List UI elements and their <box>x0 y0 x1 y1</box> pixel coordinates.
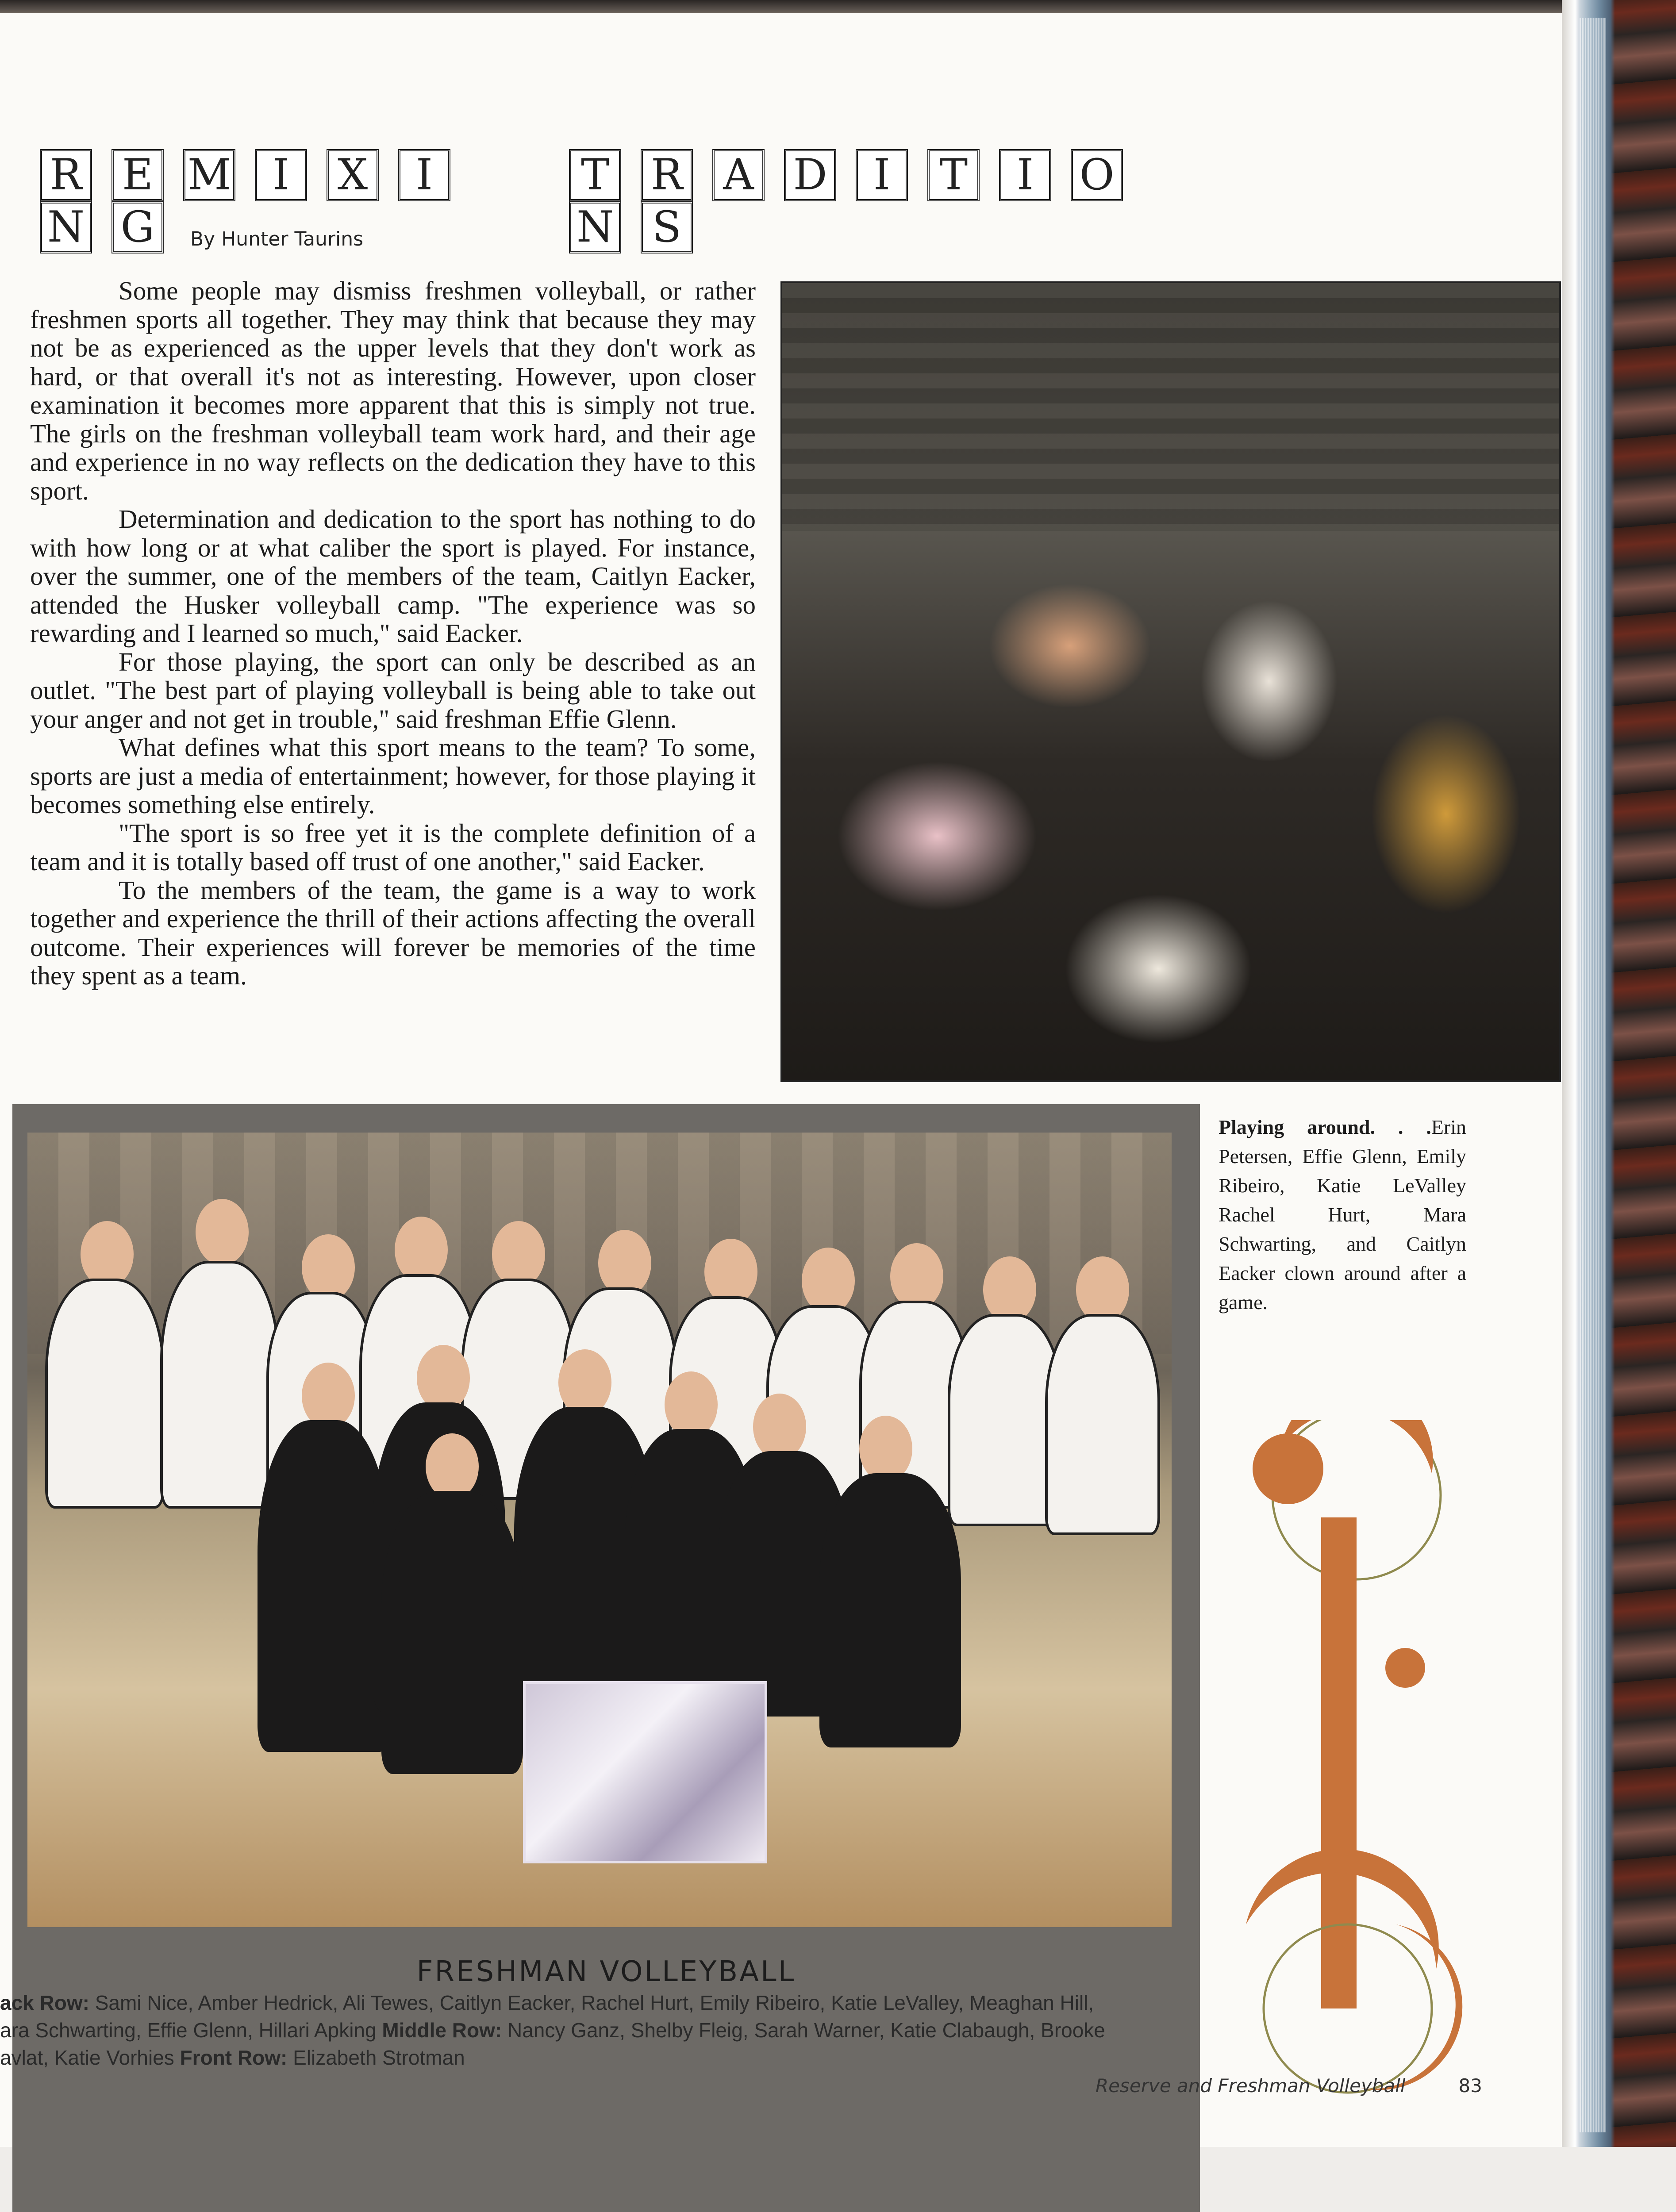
title-letter: I <box>398 149 450 201</box>
player-figure <box>1045 1314 1160 1535</box>
article-body <box>30 276 756 1029</box>
article-paragraph: What defines what this sport means to the team? To some, sports are just a media of entertainment; however, for those playing it becomes something else entirely. <box>30 733 756 819</box>
front-row-names: Elizabeth Strotman <box>287 2046 465 2069</box>
front-row-label: Front Row: <box>180 2046 288 2069</box>
title-letter: D <box>784 149 836 201</box>
title-letter: O <box>1071 149 1123 201</box>
title-letter: R <box>40 149 92 201</box>
player-figure <box>381 1491 523 1774</box>
title-word-traditions <box>569 149 1146 253</box>
page-footer <box>996 2075 1482 2115</box>
middle-row-names: Nancy Ganz, Shelby Fleig, Sarah Warner, Katie Clabaugh, Brooke <box>502 2019 1105 2042</box>
article-paragraph: For those playing, the sport can only be described as an outlet. "The best part of playing volleyball is being able to take out your anger and not get in trouble," said freshman Effie Glenn. <box>30 647 756 733</box>
title-letter: X <box>327 149 379 201</box>
player-figure <box>45 1279 165 1509</box>
caption-text: Erin Petersen, Effie Glenn, Emily Ribeiro, Katie LeValley Rachel Hurt, Mara Schwarting, and Caitlyn Eacker clown around after a game. <box>1219 1116 1466 1313</box>
middle-row-label: Middle Row: <box>382 2019 502 2042</box>
title-letter: G <box>111 201 164 253</box>
title-letter: I <box>255 149 307 201</box>
player-figure <box>819 1473 961 1747</box>
page-top-edge <box>0 0 1676 13</box>
player-figure <box>160 1261 280 1509</box>
back-row-names: Sami Nice, Amber Hedrick, Ali Tewes, Caitlyn Eacker, Rachel Hurt, Emily Ribeiro, Katie LeValley, Meaghan Hill, <box>89 1991 1094 2014</box>
ornament-bar <box>1321 1517 1357 2008</box>
player-figure <box>258 1420 390 1752</box>
article-paragraph: To the members of the team, the game is a way to work together and experience the thrill of their actions affecting the overall outcome. Their experiences will forever be memories of the time they spent as a team. <box>30 875 756 990</box>
back-row-names-cont: ara Schwarting, Effie Glenn, Hillari Apking <box>0 2019 382 2042</box>
title-letter: I <box>856 149 908 201</box>
title-letter: M <box>183 149 235 201</box>
team-banner <box>523 1681 767 1863</box>
ornament-crescent-bottom <box>1361 1924 1462 2090</box>
title-letter: R <box>641 149 693 201</box>
team-roster <box>0 1989 1195 2071</box>
title-letter: N <box>40 201 92 253</box>
ornament-dot-mid <box>1385 1648 1425 1688</box>
article-paragraph: "The sport is so free yet it is the complete definition of a team and it is totally based off trust of one another," said Eacker. <box>30 818 756 876</box>
middle-row-names-cont: avlat, Katie Vorhies <box>0 2046 180 2069</box>
page-number: 83 <box>1458 2075 1482 2097</box>
page-stack-edge <box>1580 18 1606 2132</box>
title-letter: N <box>569 201 621 253</box>
ornament-dot-top <box>1253 1433 1323 1504</box>
title-letter: T <box>927 149 980 201</box>
title-letter: I <box>999 149 1051 201</box>
title-letter: T <box>569 149 621 201</box>
team-photo <box>27 1133 1172 1927</box>
footer-section: Reserve and Freshman Volleyball <box>1096 2075 1406 2097</box>
byline: By Hunter Taurins <box>190 228 364 250</box>
team-photo-title: FRESHMAN VOLLEYBALL <box>416 1955 796 1988</box>
candid-team-photo <box>780 281 1561 1082</box>
caption-lead: Playing around. . . <box>1219 1116 1431 1138</box>
title-letter: S <box>641 201 693 253</box>
decorative-ornament <box>1228 1420 1476 2097</box>
photo-caption <box>1219 1113 1466 1317</box>
book-binding-edge <box>1562 0 1676 2147</box>
article-paragraph: Some people may dismiss freshmen volleyball, or rather freshmen sports all together. They may think that because they may not be as experienced as the upper levels that they don't work as hard, or that overall it's not as interesting. However, upon closer examination it becomes more apparent that this is simply not true. The girls on the freshman volleyball team work hard, and their age and experience in no way reflects on the dedication they have to this sport. <box>30 276 756 505</box>
title-letter: A <box>712 149 765 201</box>
bleachers-background <box>782 283 1559 531</box>
article-paragraph: Determination and dedication to the sport has nothing to do with how long or at what caliber the sport is played. For instance, over the summer, one of the members of the team, Caitlyn Eacker, attended the Husker volleyball camp. "The experience was so rewarding and I learned so much," said Eacker. <box>30 504 756 648</box>
back-row-label: ack Row: <box>0 1991 89 2014</box>
title-letter: E <box>111 149 164 201</box>
